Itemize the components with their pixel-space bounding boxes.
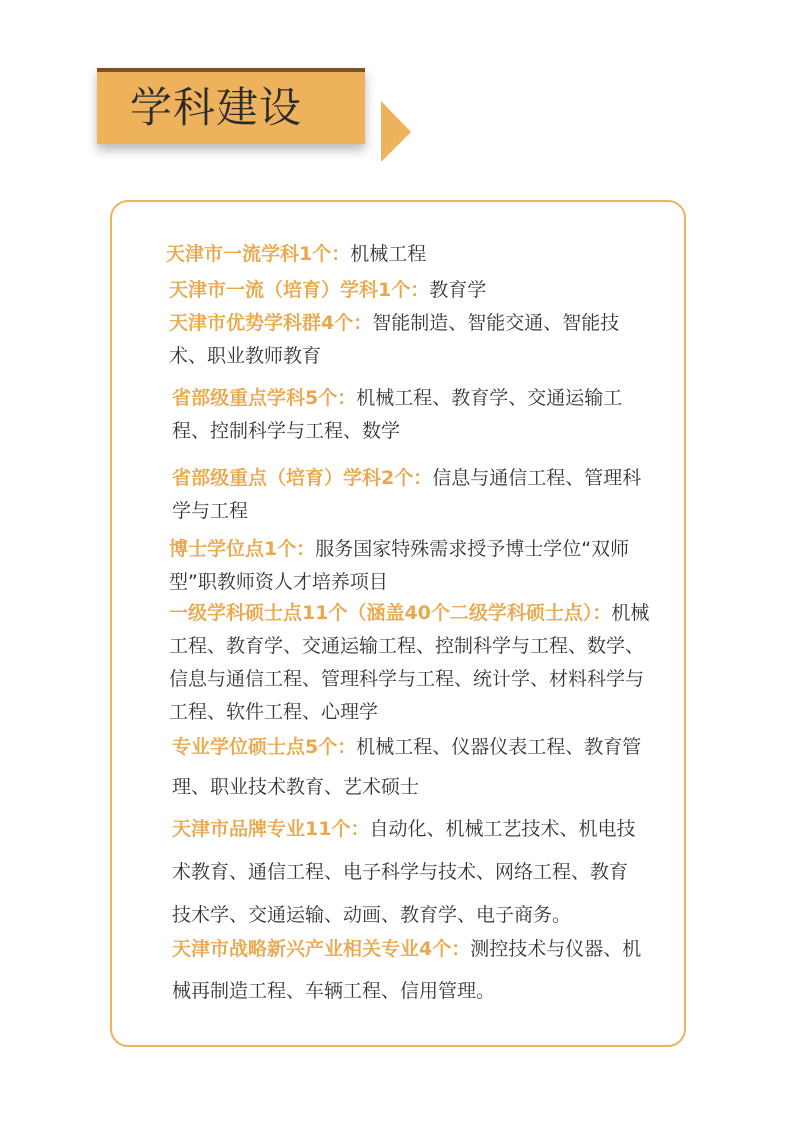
item-text: 教育学 bbox=[429, 279, 487, 301]
item-text: 机械工程、仪器仪表工程、教育管理、职业技术教育、艺术硕士 bbox=[172, 736, 642, 798]
item-label: 省部级重点学科5个： bbox=[172, 387, 357, 409]
list-item-tj-brand-majors bbox=[172, 808, 644, 937]
item-text: 机械工程、教育学、交通运输工程、控制科学与工程、数学、信息与通信工程、管理科学与工程、统计学、材料科学与工程、软件工程、心理学 bbox=[169, 602, 650, 723]
list-item-master-first-level bbox=[169, 597, 655, 729]
item-text: 服务国家特殊需求授予博士学位“双师型”职教师资人才培养项目 bbox=[169, 538, 630, 593]
list-item-professional-master bbox=[172, 727, 648, 807]
title-banner-top-edge bbox=[97, 68, 365, 72]
list-item-tj-strategic-majors bbox=[172, 928, 648, 1012]
item-text: 信息与通信工程、管理科学与工程 bbox=[172, 467, 642, 522]
item-label: 天津市优势学科群4个： bbox=[169, 312, 373, 334]
item-label: 天津市一流（培育）学科1个： bbox=[169, 279, 430, 301]
item-label: 天津市一流学科1个： bbox=[166, 243, 351, 265]
item-label: 天津市战略新兴产业相关专业4个： bbox=[172, 938, 471, 960]
item-label: 省部级重点（培育）学科2个： bbox=[172, 467, 433, 489]
item-label: 一级学科硕士点11个（涵盖40个二级学科硕士点）： bbox=[169, 602, 612, 624]
list-item-doctoral bbox=[169, 533, 647, 599]
item-text: 智能制造、智能交通、智能技术、职业教师教育 bbox=[169, 312, 620, 367]
list-item-tj-first-class-cultivation bbox=[169, 274, 649, 307]
item-label: 天津市品牌专业11个： bbox=[172, 818, 370, 840]
item-text: 机械工程 bbox=[350, 243, 427, 265]
list-item-provincial-key-cultivation bbox=[172, 462, 642, 528]
list-item-provincial-key bbox=[172, 382, 642, 448]
item-text: 机械工程、教育学、交通运输工程、控制科学与工程、数学 bbox=[172, 387, 623, 442]
item-text: 自动化、机械工艺技术、机电技术教育、通信工程、电子科学与技术、网络工程、教育技术学、交通运输、动画、教育学、电子商务。 bbox=[172, 818, 636, 926]
list-item-tj-first-class bbox=[166, 238, 646, 271]
item-text: 测控技术与仪器、机械再制造工程、车辆工程、信用管理。 bbox=[172, 938, 642, 1002]
arrow-icon bbox=[355, 101, 415, 161]
list-item-tj-advantage-group bbox=[169, 307, 639, 373]
item-label: 博士学位点1个： bbox=[169, 538, 316, 560]
page-title: 学科建设 bbox=[130, 83, 303, 132]
item-label: 专业学位硕士点5个： bbox=[172, 736, 357, 758]
